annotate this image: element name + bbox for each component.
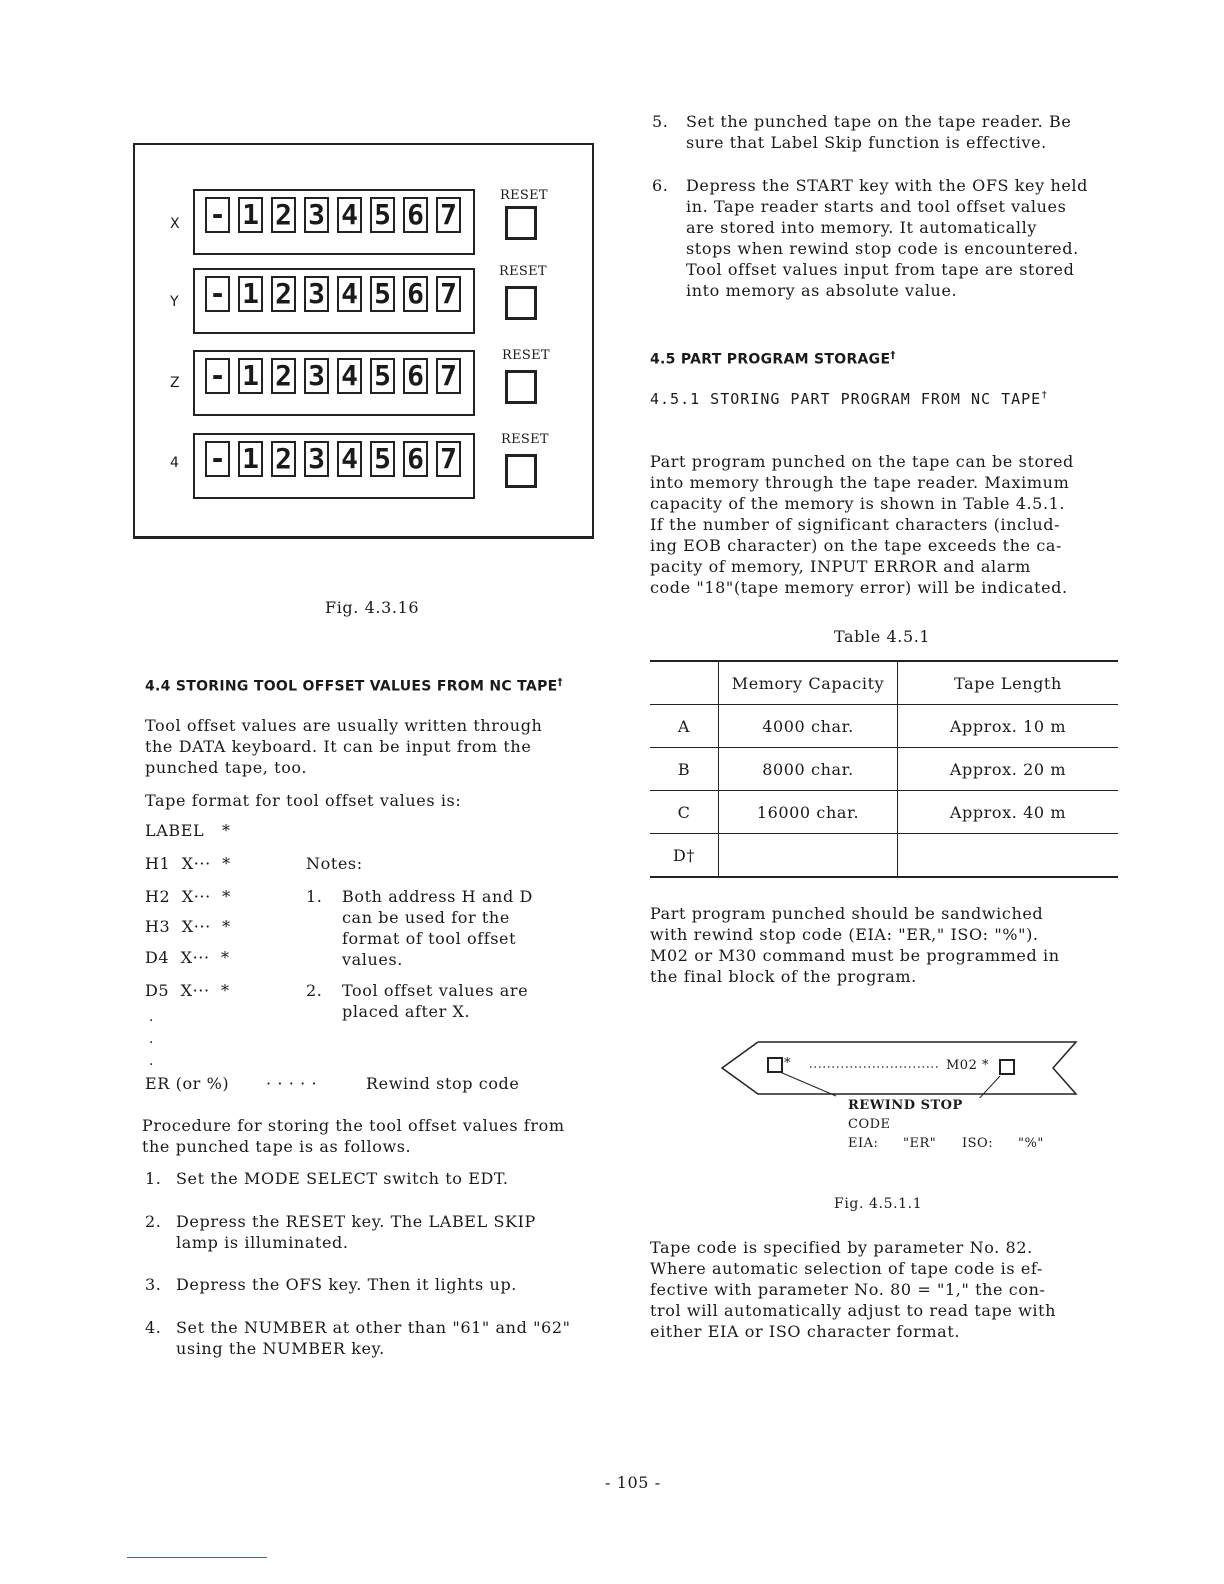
digit: 6 xyxy=(403,276,428,312)
display-z xyxy=(193,350,475,416)
digit: 5 xyxy=(370,358,395,394)
format-intro: Tape format for tool offset values is: xyxy=(145,791,462,810)
vertical-ellipsis: · · · xyxy=(149,1013,154,1073)
digit: 3 xyxy=(304,358,329,394)
note-text: Both address H and D can be used for the format of tool offset values. xyxy=(342,887,533,969)
format-line: H1 X··· * xyxy=(145,854,231,873)
er-dots: · · · · · xyxy=(266,1074,318,1093)
digit: 3 xyxy=(304,197,329,233)
digit: 7 xyxy=(436,441,461,477)
tape-start-square xyxy=(768,1058,782,1072)
punched-tape-diagram xyxy=(718,1038,1080,1098)
reset-key-x[interactable] xyxy=(505,206,537,240)
digit: 1 xyxy=(238,197,263,233)
reset-label-y: RESET xyxy=(499,264,547,279)
digit: - xyxy=(205,197,230,233)
axis-label-z: Z xyxy=(170,375,180,391)
reset-key-z[interactable] xyxy=(505,370,537,404)
step-text: Depress the RESET key. The LABEL SKIP lamp is illuminated. xyxy=(176,1212,536,1252)
axis-label-y: Y xyxy=(170,294,179,310)
format-line: H2 X··· * xyxy=(145,887,231,906)
table-cell: A xyxy=(650,705,719,748)
digit: 3 xyxy=(304,441,329,477)
digit-row-z xyxy=(205,358,461,394)
eia-code: "ER" xyxy=(903,1136,937,1151)
table-header: Memory Capacity xyxy=(719,661,898,705)
figure-caption-4-3-16: Fig. 4.3.16 xyxy=(325,598,420,617)
er-description: Rewind stop code xyxy=(366,1074,520,1093)
table-header xyxy=(650,661,719,705)
table-cell: Approx. 10 m xyxy=(898,705,1119,748)
page-number: - 105 - xyxy=(605,1473,661,1492)
digit-row-y xyxy=(205,276,461,312)
digit: 4 xyxy=(337,441,362,477)
section-4-5-para1: Part program punched on the tape can be stored into memory through the tape reader. Maximum capacity of the memory is shown in Table 4.5.1. If the number of significant characters (includ- ing EOB character) on the tape exceeds the ca- pacity of memory, INPUT ERROR and alarm code "18"(tape memory error) will be indicated. xyxy=(650,452,1074,597)
reset-label-z: RESET xyxy=(502,348,550,363)
table-cell: Approx. 20 m xyxy=(898,748,1119,791)
er-code: ER (or %) xyxy=(145,1074,230,1093)
digit: 1 xyxy=(238,441,263,477)
format-line: D4 X··· * xyxy=(145,948,230,967)
rewind-code-label: CODE xyxy=(848,1117,891,1132)
table-cell: C xyxy=(650,791,719,834)
section-4-5-para3: Tape code is specified by parameter No. 82. Where automatic selection of tape code is ef- fective with parameter No. 80 = "1," the con- trol will automatically adjust to read tape with either EIA or ISO character format. xyxy=(650,1238,1057,1341)
digit: 5 xyxy=(370,441,395,477)
axis-label-x: X xyxy=(170,216,180,232)
table-cell: 8000 char. xyxy=(719,748,898,791)
step-text: Depress the OFS key. Then it lights up. xyxy=(176,1275,517,1294)
section-4-4-heading: 4.4 STORING TOOL OFFSET VALUES FROM NC TAPE† xyxy=(145,677,563,695)
digit: 4 xyxy=(337,358,362,394)
step-number: 5. xyxy=(652,112,669,131)
table-cell: D† xyxy=(650,834,719,878)
format-line: D5 X··· * xyxy=(145,981,230,1000)
iso-code: "%" xyxy=(1018,1136,1044,1151)
digit: 5 xyxy=(370,276,395,312)
digit: 4 xyxy=(337,197,362,233)
digit: 6 xyxy=(403,441,428,477)
table-caption: Table 4.5.1 xyxy=(834,627,931,646)
table-header: Tape Length xyxy=(898,661,1119,705)
digit: 2 xyxy=(271,197,296,233)
axis-label-4: 4 xyxy=(170,455,179,471)
rewind-stop-label: REWIND STOP xyxy=(848,1098,963,1113)
digit-row-x xyxy=(205,197,461,233)
footer-rule xyxy=(127,1557,267,1558)
digit: 4 xyxy=(337,276,362,312)
eia-label: EIA: xyxy=(848,1136,879,1151)
reset-key-y[interactable] xyxy=(505,286,537,320)
display-x xyxy=(193,189,475,255)
section-4-4-intro: Tool offset values are usually written through the DATA keyboard. It can be input from the punched tape, too. xyxy=(145,716,543,777)
digit: 3 xyxy=(304,276,329,312)
section-4-5-para2: Part program punched should be sandwiched with rewind stop code (EIA: "ER," ISO: "%"). M02 or M30 command must be programmed in the final block of the program. xyxy=(650,904,1060,986)
table-cell: B xyxy=(650,748,719,791)
reset-key-4[interactable] xyxy=(505,454,537,488)
digit: 2 xyxy=(271,358,296,394)
digit: 2 xyxy=(271,276,296,312)
step-text: Set the NUMBER at other than "61" and "62" using the NUMBER key. xyxy=(176,1318,571,1358)
step-text: Set the MODE SELECT switch to EDT. xyxy=(176,1169,509,1188)
note-text: Tool offset values are placed after X. xyxy=(342,981,529,1021)
digit: 7 xyxy=(436,197,461,233)
format-line: LABEL * xyxy=(145,821,231,840)
step-text: Set the punched tape on the tape reader. Be sure that Label Skip function is effective. xyxy=(686,112,1072,152)
subsection-4-5-1-heading: 4.5.1 STORING PART PROGRAM FROM NC TAPE† xyxy=(650,390,1049,408)
digit-row-4 xyxy=(205,441,461,477)
digit: 1 xyxy=(238,276,263,312)
iso-label: ISO: xyxy=(962,1136,994,1151)
step-number: 3. xyxy=(145,1275,162,1294)
figure-caption-4-5-1-1: Fig. 4.5.1.1 xyxy=(834,1196,923,1212)
reset-label-x: RESET xyxy=(500,188,548,203)
section-4-5-heading: 4.5 PART PROGRAM STORAGE† xyxy=(650,350,896,368)
tape-outline xyxy=(722,1042,1076,1094)
digit: 1 xyxy=(238,358,263,394)
step-text: Depress the START key with the OFS key held in. Tape reader starts and tool offset values are stored into memory. It automatically stops when rewind stop code is encountered. Tool offset values input from tape are stored into memory as absolute value. xyxy=(686,176,1088,300)
table-cell: 16000 char. xyxy=(719,791,898,834)
step-number: 2. xyxy=(145,1212,162,1231)
notes-title: Notes: xyxy=(306,854,363,873)
note-number: 2. xyxy=(306,981,323,1000)
digit: - xyxy=(205,358,230,394)
digit: - xyxy=(205,441,230,477)
table-row xyxy=(650,791,1118,834)
reset-label-4: RESET xyxy=(501,432,549,447)
table-cell xyxy=(719,834,898,878)
table-cell: 4000 char. xyxy=(719,705,898,748)
digit: 5 xyxy=(370,197,395,233)
note-number: 1. xyxy=(306,887,323,906)
format-line: H3 X··· * xyxy=(145,917,231,936)
table-cell: Approx. 40 m xyxy=(898,791,1119,834)
tape-end-square xyxy=(1000,1060,1014,1074)
step-number: 6. xyxy=(652,176,669,195)
table-header-row xyxy=(650,661,1118,705)
step-number: 4. xyxy=(145,1318,162,1337)
table-row xyxy=(650,705,1118,748)
table-row xyxy=(650,834,1118,878)
tape-start-mark: * xyxy=(784,1056,791,1071)
tape-end-code: M02 * xyxy=(946,1058,989,1073)
digit: 7 xyxy=(436,276,461,312)
procedure-intro: Procedure for storing the tool offset values from the punched tape is as follows. xyxy=(142,1116,565,1156)
step-number: 1. xyxy=(145,1169,162,1188)
table-row xyxy=(650,748,1118,791)
display-y xyxy=(193,268,475,334)
digit: 6 xyxy=(403,197,428,233)
rewind-pointer-left xyxy=(780,1072,836,1096)
digit: 2 xyxy=(271,441,296,477)
table-cell xyxy=(898,834,1119,878)
digit: 7 xyxy=(436,358,461,394)
memory-capacity-table xyxy=(650,660,1118,878)
digit: 6 xyxy=(403,358,428,394)
digit: - xyxy=(205,276,230,312)
display-4 xyxy=(193,433,475,499)
